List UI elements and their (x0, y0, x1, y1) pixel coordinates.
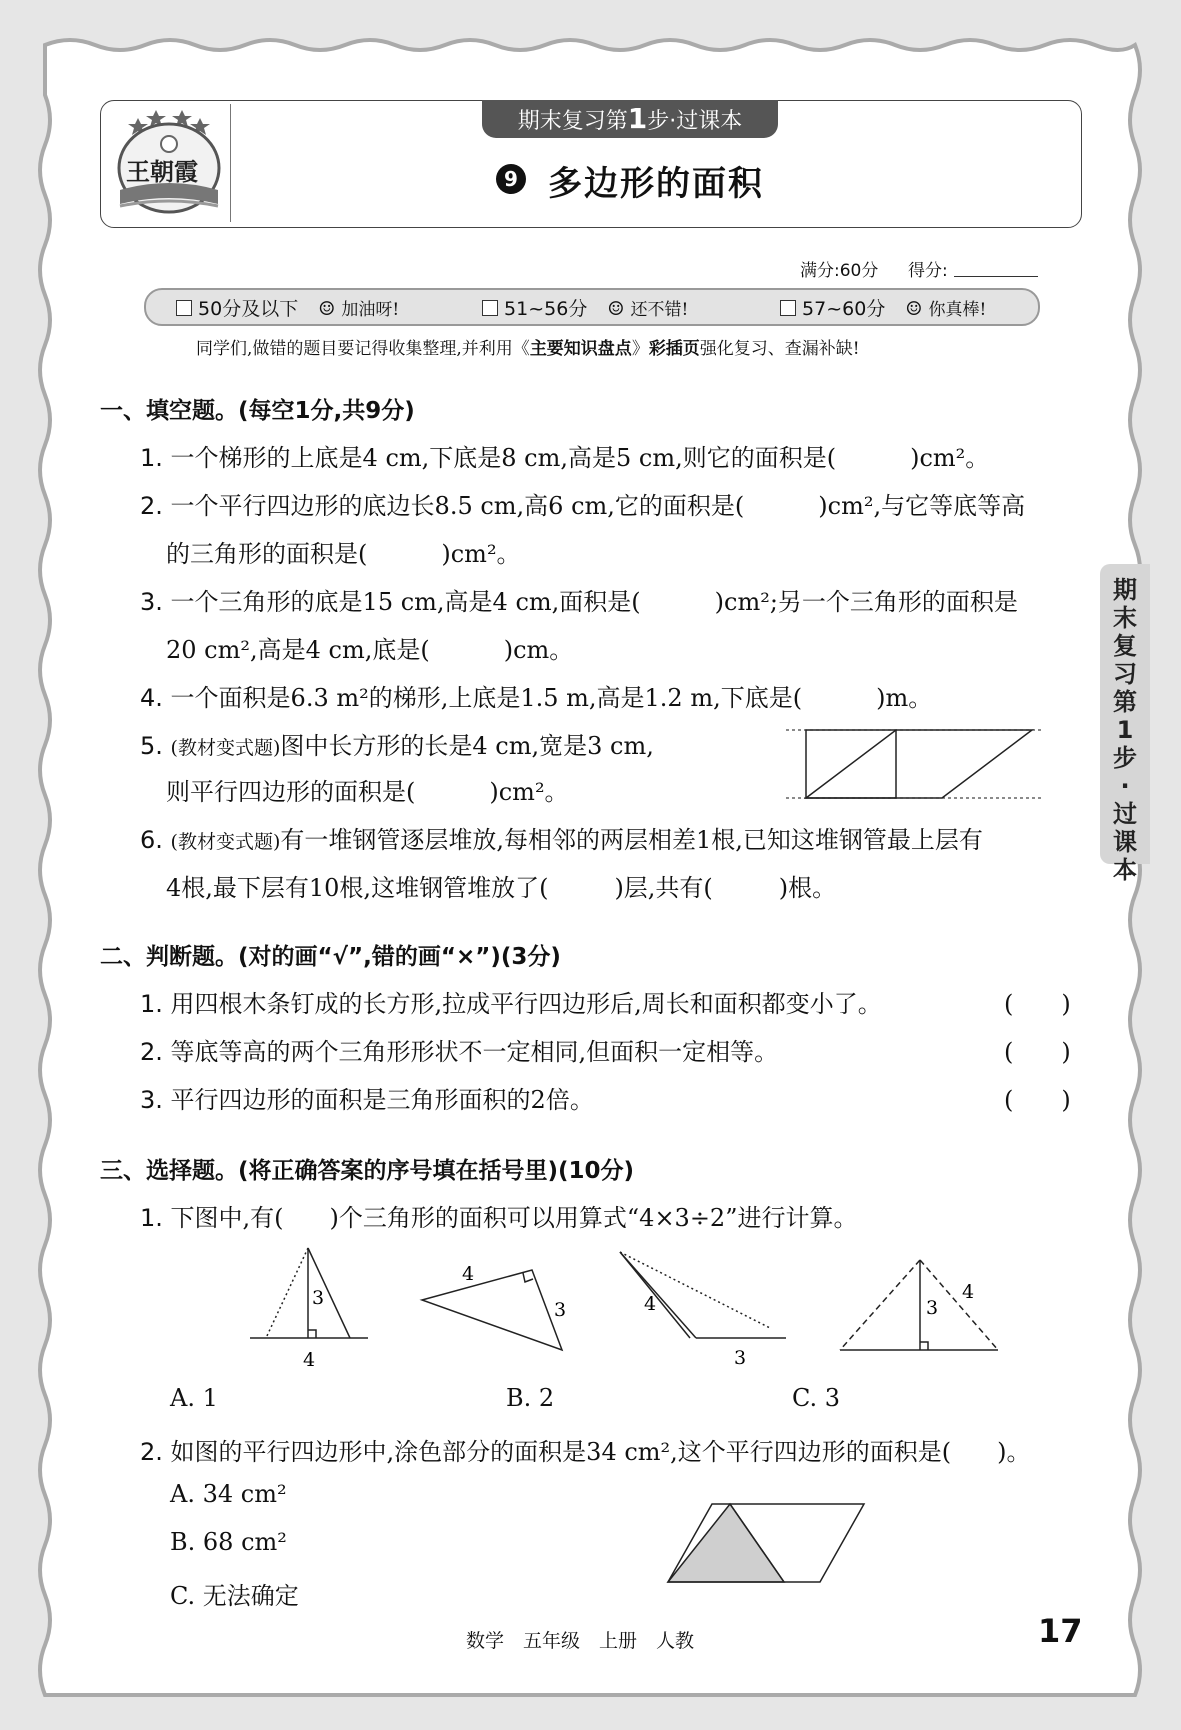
reminder-bold: 主要知识盘点 (529, 339, 632, 359)
question-text: 用四根木条钉成的长方形,拉成平行四边形后,周长和面积都变小了。 (170, 990, 882, 1018)
score-field[interactable] (954, 276, 1038, 277)
banner-prefix: 期末复习第 (517, 109, 628, 134)
judge-mark[interactable]: ( ) (1004, 1086, 1071, 1114)
fig-label: 4 (303, 1349, 316, 1371)
question-number: 4. (140, 684, 163, 712)
question-number: 5. (140, 732, 163, 760)
question-text: 一个面积是6.3 m²的梯形,上底是1.5 m,高是1.2 m,下底是( (170, 684, 803, 712)
question-text: )m。 (876, 684, 933, 712)
s1-q6-line1 (140, 820, 983, 855)
fig-label: 3 (734, 1347, 747, 1369)
judge-mark[interactable]: ( ) (1004, 1038, 1071, 1066)
unit-number: 9 (504, 167, 518, 191)
fig-label: 4 (462, 1263, 475, 1285)
checkbox-icon[interactable] (176, 300, 192, 316)
checkbox-icon[interactable] (482, 300, 498, 316)
question-text: )根。 (778, 874, 837, 902)
question-text: 则平行四边形的面积是( (166, 778, 416, 806)
reminder-text: 》 (631, 339, 649, 359)
question-number: 3. (140, 1086, 163, 1114)
question-text: 图中长方形的长是4 cm,宽是3 cm, (280, 732, 654, 760)
s3-q1 (140, 1198, 857, 1233)
s3-q1-option-b[interactable]: B. 2 (506, 1384, 555, 1412)
question-tag: (教材变式题) (170, 737, 281, 759)
unit-number-badge (496, 164, 526, 194)
rectangle-parallelogram-figure (780, 726, 1050, 802)
rating-range: 57~60分 (802, 298, 886, 320)
fig-label: 3 (312, 1287, 325, 1309)
question-number: 6. (140, 826, 163, 854)
question-text: 等底等高的两个三角形形状不一定相同,但面积一定相等。 (170, 1038, 779, 1066)
question-text: )层,共有( (614, 874, 713, 902)
question-text: )cm²,与它等底等高 (818, 492, 1026, 520)
banner-suffix: 步·过课本 (647, 109, 743, 134)
s1-q2-line2 (166, 534, 521, 569)
s3-q2-option-c[interactable]: C. 无法确定 (170, 1582, 299, 1610)
s1-q3-line1 (140, 582, 1018, 617)
question-text: )。 (997, 1438, 1031, 1466)
question-text: 的三角形的面积是( (166, 540, 368, 568)
fig-label: 3 (926, 1297, 939, 1319)
banner-step: 1 (627, 102, 648, 135)
s1-q6-line2 (166, 868, 836, 903)
s3-q1-option-a[interactable]: A. 1 (170, 1384, 218, 1412)
triangle-d (840, 1260, 998, 1350)
header-banner-text (482, 102, 778, 135)
side-tab-text: 期 末 复 习 第 1 步 · 过 课 本 (1113, 576, 1137, 884)
question-text: 下图中,有( (170, 1204, 284, 1232)
s1-q5-line1 (140, 726, 654, 761)
s2-item-3 (140, 1080, 594, 1115)
s3-q2 (140, 1432, 1031, 1467)
s3-q1-option-c[interactable]: C. 3 (792, 1384, 841, 1412)
s3-q2-option-b[interactable]: B. 68 cm² (170, 1528, 287, 1556)
question-number: 1. (140, 990, 163, 1018)
page-title: 多边形的面积 (548, 164, 764, 204)
logo-divider (230, 104, 231, 222)
rating-item-1 (176, 294, 399, 321)
question-text: )cm。 (503, 636, 574, 664)
rating-range: 50分及以下 (198, 298, 299, 320)
question-number: 3. (140, 588, 163, 616)
s1-q5-line2 (166, 772, 569, 807)
question-number: 1. (140, 444, 163, 472)
face-icon: ☺ (905, 298, 923, 320)
reminder-bold: 彩插页 (648, 339, 700, 359)
section1-title: 一、填空题。(每空1分,共9分) (100, 398, 415, 424)
question-number: 2. (140, 1038, 163, 1066)
s2-item-2 (140, 1032, 778, 1067)
s1-q1 (140, 438, 989, 473)
question-text: 如图的平行四边形中,涂色部分的面积是34 cm²,这个平行四边形的面积是( (170, 1438, 952, 1466)
score-label: 得分: (908, 261, 948, 281)
triangles-figure (240, 1242, 1010, 1382)
question-text: 一个平行四边形的底边长8.5 cm,高6 cm,它的面积是( (170, 492, 745, 520)
rating-comment: 还不错! (630, 300, 689, 320)
rating-comment: 你真棒! (928, 300, 987, 320)
question-number: 2. (140, 492, 163, 520)
rating-item-3 (780, 294, 986, 321)
question-text: 一个三角形的底是15 cm,高是4 cm,面积是( (170, 588, 641, 616)
full-score: 满分:60分 (800, 261, 879, 281)
rating-range: 51~56分 (504, 298, 588, 320)
s2-item-1 (140, 984, 882, 1019)
page-number: 17 (1038, 1612, 1083, 1650)
question-text: )cm²;另一个三角形的面积是 (714, 588, 1018, 616)
fig-label: 3 (554, 1299, 567, 1321)
section2-title: 二、判断题。(对的画“√”,错的画“×”)(3分) (100, 944, 561, 970)
footer-subject: 数学 五年级 上册 人教 (466, 1630, 695, 1652)
s3-q2-option-a[interactable]: A. 34 cm² (170, 1480, 287, 1508)
reminder-text: 强化复习、查漏补缺! (699, 339, 860, 359)
triangle-b (422, 1270, 562, 1350)
question-text: )cm²。 (441, 540, 521, 568)
question-text: 平行四边形的面积是三角形面积的2倍。 (170, 1086, 594, 1114)
s1-q4 (140, 678, 932, 713)
fig-label: 4 (962, 1281, 975, 1303)
question-text: 4根,最下层有10根,这堆钢管堆放了( (166, 874, 549, 902)
face-icon: ☺ (607, 298, 625, 320)
section3-title: 三、选择题。(将正确答案的序号填在括号里)(10分) (100, 1158, 635, 1184)
question-text: 20 cm²,高是4 cm,底是( (166, 636, 430, 664)
question-number: 2. (140, 1438, 163, 1466)
judge-mark[interactable]: ( ) (1004, 990, 1071, 1018)
question-tag: (教材变式题) (170, 831, 281, 853)
shaded-parallelogram-figure (664, 1498, 870, 1586)
face-icon: ☺ (318, 298, 336, 320)
fig-label: 4 (644, 1293, 657, 1315)
reminder-text: 同学们,做错的题目要记得收集整理,并利用《 (196, 339, 530, 359)
question-text: )个三角形的面积可以用算式“4×3÷2”进行计算。 (329, 1204, 858, 1232)
rating-comment: 加油呀! (341, 300, 400, 320)
reminder (196, 334, 860, 359)
triangle-a (250, 1248, 368, 1338)
question-number: 1. (140, 1204, 163, 1232)
question-text: 一个梯形的上底是4 cm,下底是8 cm,高是5 cm,则它的面积是( (170, 444, 837, 472)
logo-text: 王朝霞 (126, 157, 198, 186)
checkbox-icon[interactable] (780, 300, 796, 316)
s1-q2-line1 (140, 486, 1025, 521)
rating-item-2 (482, 294, 688, 321)
s1-q3-line2 (166, 630, 573, 665)
question-text: )cm²。 (489, 778, 569, 806)
question-text: )cm²。 (910, 444, 990, 472)
question-text: 有一堆钢管逐层堆放,每相邻的两层相差1根,已知这堆钢管最上层有 (280, 826, 983, 854)
